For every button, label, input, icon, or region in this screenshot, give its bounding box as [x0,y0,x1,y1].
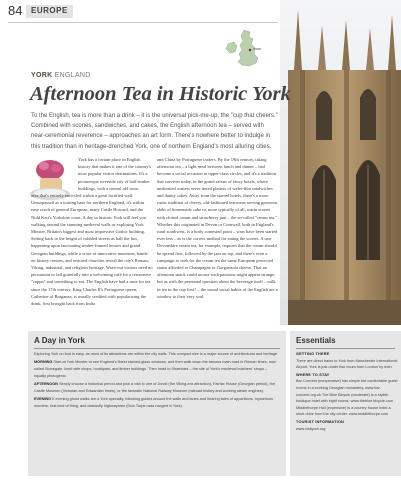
section-tag: EUROPE [26,5,73,18]
york-marker [249,49,251,51]
map-york-label: YORK [253,47,262,51]
day-box-divider [34,348,280,349]
day-paragraph: MORNING Start at York Minster to see England's finest stained-glass windows, and then walk down the famous main road in Roman times, now called Stonegate, lined with shops, boutiques, and timber buildings. Then head to Shambles – the site of York's medieval butchers' shops – equally photogenic. [34,359,276,379]
york-minster-photo [280,0,401,325]
header-divider [8,22,278,23]
uk-map-icon [216,28,272,70]
body-left-wrapped: York has a certain place in English history that makes it one of the country's most popular visitor destinations. It's a picturesque riverside city of half-timber buildings, with a central old town [78,157,152,191]
day-in-york-box [28,331,286,476]
location-kicker [31,72,91,79]
body-left-rest: area that's entirely encircled within a great fortified wall. Unsurpassed as a touring base for northern England, it's within easy reach of general European, many Castle Howard, and the Nidd Kert's Yorkshire coast. A day in historic York will feel you walking around the stunning medieval walls or exploring York Minster, Britain's biggest and most impressive Gothic building. Setting back to the height of cobbled streets as half the fun, happening upon fascinating timber-framed houses and grand Georgian buildings, while a score of innovative museums, hands-on history centres, and restored churches reveal the city's Roman, Viking, industrial, and religious heritage. Worn-out visitors need no persuasion to fall gratefully into a welcoming café for a restorative "cuppa" and something to eat. The English have had a taste for tea since the 17th century. King Charles II's Portuguese queen, Catherine of Braganza, is usually credited with popularizing the drink, first brought back from India [31,193,153,307]
essentials-section: WHERE TO STAY Bar Convent (inexpensive) has simple but comfortable guest rooms in a working Georgian monastery. www.bar-convent.org.uk The Blue Bicycle (moderate) is a stylish boutique hotel with eight rooms. www.theblue bicycle.com Middlethorpe Hall (expensive) is a country house hotel a short drive from the city center. www.middlethorpe.com [296,372,398,417]
essentials-text [296,351,398,433]
day-paragraph: EVENING If evening ghost walks are a York specialty, following guides around the walls and lanes and hearing tales of apparitions, mysterious murders, that kind of thing, and dastardly highwaymen (Dick Turpin was hanged in York). [34,396,274,408]
body-column-right: and China by Portuguese traders. By the 19th century, taking afternoon tea – a light meal between lunch and dinner – had become a social occasion in upper-class circles, and it's a tradition that survives today, in the grand salons of fancy hotels, where uniformed waiters serve tiered platters of wafer-thin sandwiches and dainty cakes. Away from the starred hotels, there's a more rustic tradition of cheery, old-fashioned tearooms serving generous slabs of homemade cake or, more typically of all, warm scones with clotted cream and strawberry jam – the so-called "cream tea." Whether this originated in Devon or Cornwall, both in England's rural southwest, is a hotly contested point – wars have been started over less – as is the correct method for eating the scones. A true Devonshire cream tea, for example, requires that the cream should be spread first, followed by the jam on top, and there's even a campaign to seek for the cream tea the same European protected status afforded to Champagne or Gorgonzola cheese. That an afternoon snack could arouse such passions might appear strange, but as with the perennial question about the beverage itself – milk in tea in the cup first? – the sound social habits of the English are a window to their very soul. [157,157,278,299]
day-paragraph: Exploring York on foot is easy, as most of its attractions are within the city walls. This compact size is a major source of architectural and heritage. [34,352,279,356]
day-box-text [34,351,280,411]
day-box-title: A Day in York [34,336,85,345]
page-number: 84 [8,3,23,18]
article-title: Afternoon Tea in Historic York [30,83,291,105]
body-column-left [31,156,153,307]
kicker-city: YORK [31,72,53,79]
cathedral-image [280,0,401,325]
essentials-box [290,331,401,476]
essentials-section: TOURIST INFORMATION www.visityork.org [296,419,344,431]
essentials-section: GETTING THERE There are direct trains to York from Manchester International Airport. York is just under two hours from London by train. [296,352,398,370]
day-paragraph: AFTERNOON Simply choose a historical period and pick a visit to one of Jorvik (the Viking-era attraction), Fairfax House (Georgian period), the Castle Museum (Victorian and Edwardian times), or the fantastic National Railway Museum (railroad history and working steam engines). [34,381,275,394]
locator-map [216,28,272,70]
article-intro: To the English, tea is more than a drink – it is the universal pick-me-up, the "cup that cheers." Combined with scones, sandwiches, and cakes, the English afternoon tea – served with near-ceremonial reverence – approaches an art form. There's nowhere better to indulge in this tradition than in heritage-drenched York, one of northern England's most alluring cities. [31,113,278,150]
essentials-divider [296,348,395,349]
kicker-country: ENGLAND [54,72,91,79]
essentials-title: Essentials [296,336,336,345]
